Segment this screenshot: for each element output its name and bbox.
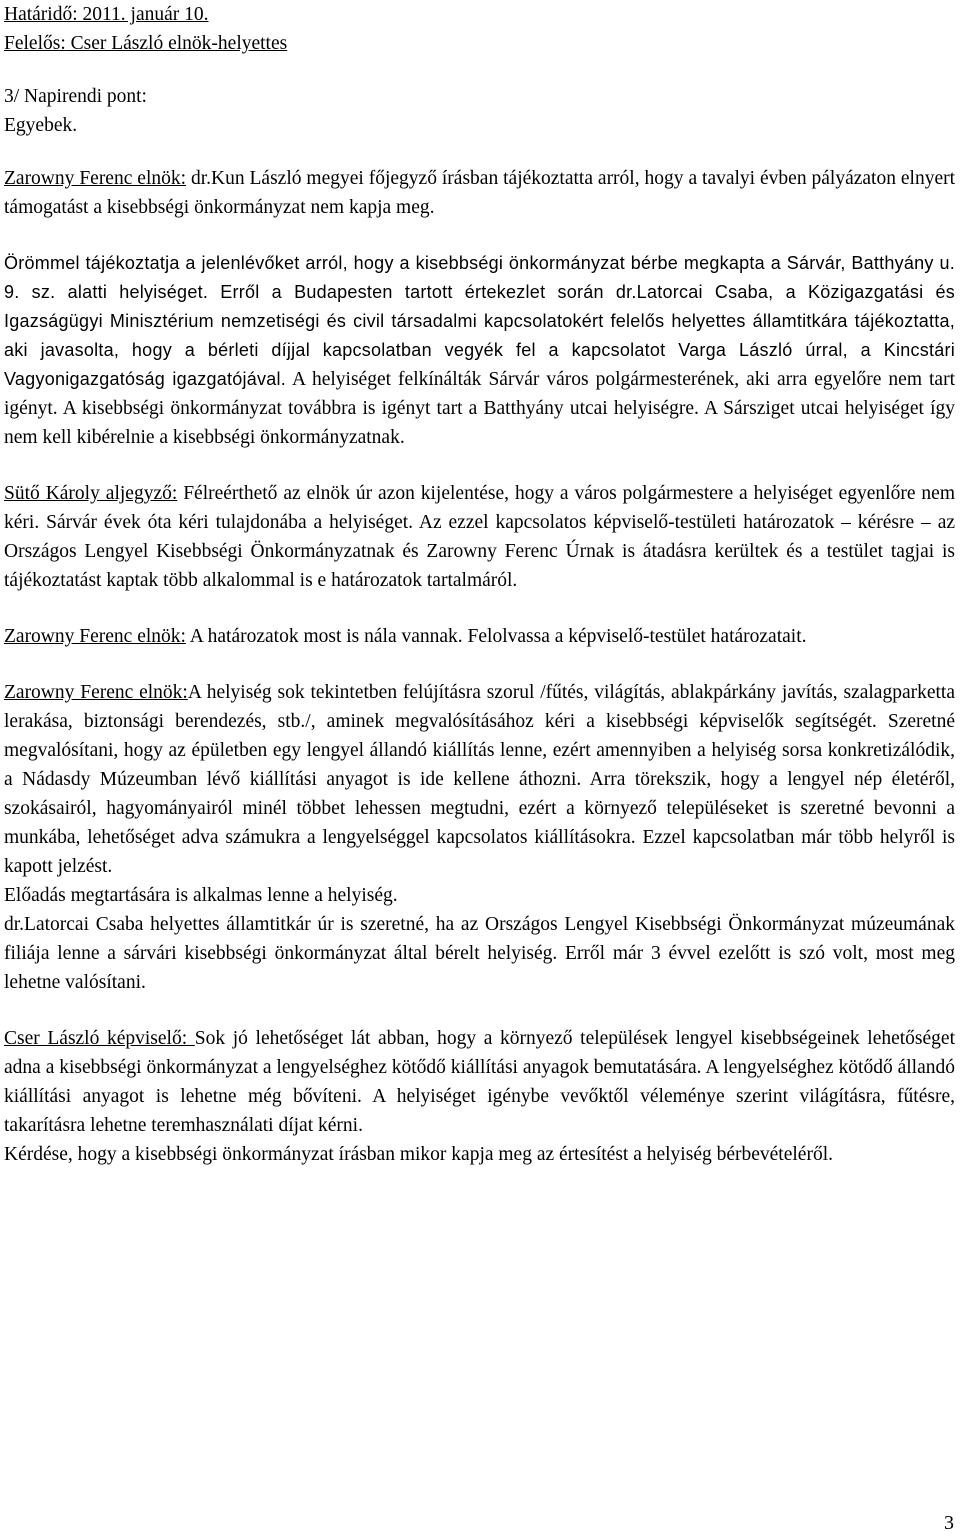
page-number: 3 <box>944 1512 954 1534</box>
speaker-cser: Cser László képviselő: <box>4 1028 195 1049</box>
paragraph-4-text: A határozatok most is nála vannak. Felolvassa a képviselő-testület határozatait. <box>185 626 807 647</box>
paragraph-2-text: Erről a Budapesten tartott értekezlet során dr.Latorcai Csaba, a Közigazgatási és Igazságügyi Minisztérium nemzetiségi és civil társadalmi kapcsolatokért felelős helyettes államtitkára tájékoztatta, aki javasolta, hogy a bérleti díjjal kapcsolatban vegyék fel a kapcsolatot Varga László úrral, a Kincstári Vagyonigazgatóság igazgatójával. <box>4 282 956 389</box>
agenda-label: 3/ Napirendi pont: <box>4 86 147 107</box>
paragraph-4 <box>4 622 955 651</box>
responsible-value: Cser László elnök-helyettes <box>65 33 288 54</box>
paragraph-5-line-3: dr.Latorcai Csaba helyettes államtitkár úr is szeretné, ha az Országos Lengyel Kisebbségi Önkormányzat múzeumának filiája lenne a sárvári kisebbségi önkormányzat által bérelt helyiség. Erről már 3 évvel ezelőtt is szó volt, most meg lehetne valósítani. <box>4 914 955 993</box>
speaker-suto-title: aljegyző: <box>99 483 178 504</box>
paragraph-6-line-2: Kérdése, hogy a kisebbségi önkormányzat írásban mikor kapja meg az értesítést a helyiség bérbevételéről. <box>4 1144 833 1165</box>
paragraph-1-text: dr.Kun László megyei főjegyző írásban tájékoztatta arról, hogy a tavalyi évben pályázaton elnyert támogatást a kisebbségi önkormányzat nem kapja meg. <box>4 168 956 218</box>
responsible-label: Felelős: <box>4 33 66 54</box>
deadline-line <box>4 0 955 29</box>
agenda-value: Egyebek. <box>4 115 78 136</box>
paragraph-6 <box>4 1024 955 1140</box>
paragraph-2-sans-text: Örömmel tájékoztatja a jelenlévőket arról, hogy a kisebbségi önkormányzat bérbe megkapta a Sárvár, Batthyány u. 9. sz. alatti helyiséget. <box>4 253 955 302</box>
responsible-line <box>4 29 955 58</box>
paragraph-3-text: Félreérthető az elnök úr azon kijelentése, hogy a város polgármestere a helyiséget egyenlőre nem kéri. Sárvár évek óta kéri tulajdonába a helyiséget. Az ezzel kapcsolatos képviselő-testületi határozatok – kérésre – az Országos Lengyel Kisebbségi Önkormányzatnak és Zarowny Ferenc Úrnak is átadásra kerültek és a testület tagjai is tájékoztatást kaptak több alkalommal is e határozatok tartalmáról. <box>4 483 955 591</box>
paragraph-5-text: A helyiség sok tekintetben felújításra szorul /fűtés, világítás, ablakpárkány javítás, szalagparketta lerakása, biztonsági berendezés, stb./, aminek megvalósításához kéri a kisebbségi képviselők segítségét. Szeretné megvalósítani, hogy az épületben egy lengyel állandó kiállítás lenne, ezért amennyiben a helyiség sorsa konkretizálódik, a Nádasdy Múzeumban lévő kiállítási anyagot is ide kellene áthozni. Arra törekszik, hogy a lengyel nép életéről, szokásairól, hagyományairól minél többet lehessen megtudni, ezért a környező településeket is szeretné bevonni a munkába, lehetőséget adva számukra a lengyelséggel kapcsolatos kiállításokra. Ezzel kapcsolatban már több helyről is kapott jelzést. <box>4 682 955 877</box>
speaker-zarowny-3: Zarowny Ferenc elnök: <box>4 682 188 703</box>
paragraph-3 <box>4 479 955 595</box>
paragraph-1 <box>4 164 955 222</box>
paragraph-2 <box>4 249 955 452</box>
paragraph-6-text: Sok jó lehetőséget lát abban, hogy a környező települések lengyel kisebbségeinek lehetőséget adna a kisebbségi önkormányzat a lengyelséghez kötődő kiállítási anyagok bemutatására. A lengyelséghez kötődő állandó kiállítási anyagot is lehetne még bővíteni. A helyiséget igénybe vevőktől véleménye szerint világításra, fűtésre, takarításra lehetne teremhasználati díjat kérni. <box>4 1028 956 1136</box>
document-page <box>4 0 955 1169</box>
paragraph-5 <box>4 678 955 881</box>
deadline-label: Határidő: <box>4 4 78 25</box>
speaker-zarowny-1: Zarowny Ferenc elnök: <box>4 168 187 189</box>
speaker-suto-name: Sütő Károly <box>4 483 100 504</box>
deadline-value: 2011. január 10. <box>77 4 209 25</box>
speaker-zarowny-2: Zarowny Ferenc elnök: <box>4 626 186 647</box>
paragraph-5-line-2: Előadás megtartására is alkalmas lenne a helyiség. <box>4 885 398 906</box>
paragraph-2-text-2: A helyiséget felkínálták Sárvár város polgármesterének, aki arra egyelőre nem tart igényt. A kisebbségi önkormányzat továbbra is igényt tart a Batthyány utcai helyiségre. A Sársziget utcai helyiséget így nem kell kibérelnie a kisebbségi önkormányzatnak. <box>4 369 955 448</box>
